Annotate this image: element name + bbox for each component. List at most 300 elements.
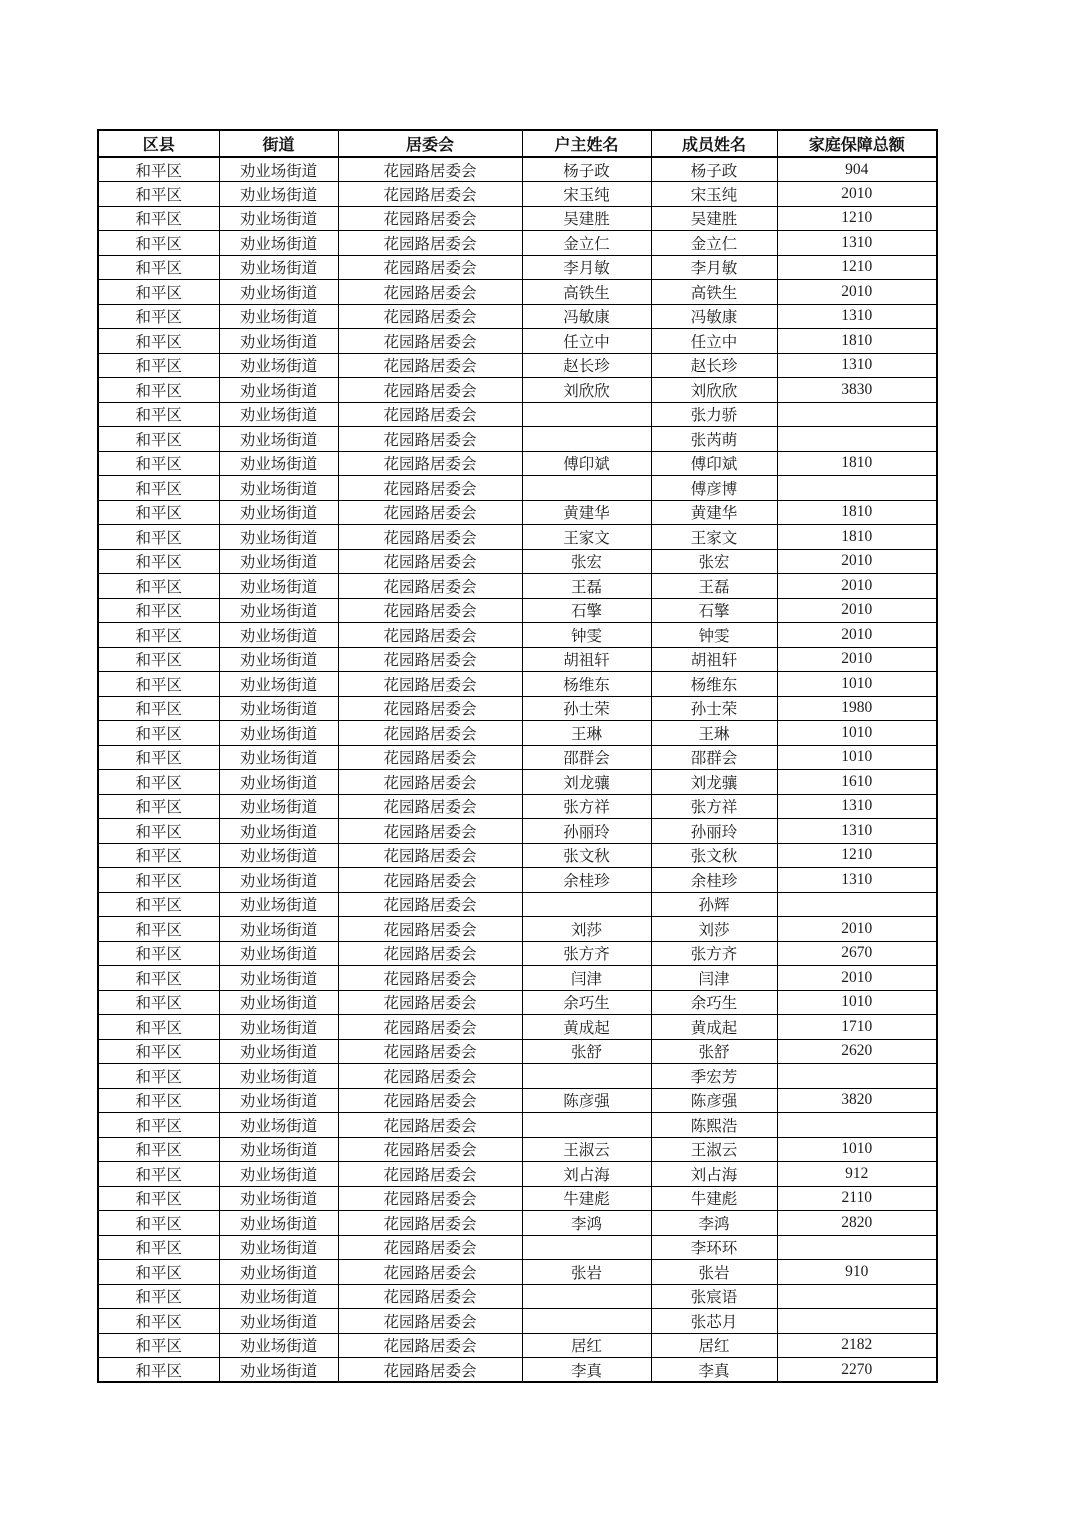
table-row	[98, 892, 937, 917]
cell-district: 和平区	[98, 1015, 219, 1040]
cell-street: 劝业场街道	[219, 353, 338, 378]
cell-head: 傅印斌	[522, 451, 651, 476]
cell-street: 劝业场街道	[219, 598, 338, 623]
cell-street: 劝业场街道	[219, 868, 338, 893]
cell-district: 和平区	[98, 182, 219, 207]
table-row	[98, 304, 937, 329]
cell-amount: 2010	[777, 598, 937, 623]
table-row	[98, 843, 937, 868]
cell-committee: 花园路居委会	[338, 868, 522, 893]
table-row	[98, 623, 937, 648]
cell-amount: 2182	[777, 1333, 937, 1358]
cell-head: 李真	[522, 1358, 651, 1383]
cell-street: 劝业场街道	[219, 1284, 338, 1309]
cell-head: 刘欣欣	[522, 378, 651, 403]
table-row	[98, 280, 937, 305]
cell-head: 李鸿	[522, 1211, 651, 1236]
cell-amount	[777, 1309, 937, 1334]
cell-street: 劝业场街道	[219, 1039, 338, 1064]
cell-street: 劝业场街道	[219, 770, 338, 795]
cell-street: 劝业场街道	[219, 819, 338, 844]
cell-street: 劝业场街道	[219, 1211, 338, 1236]
cell-head: 宋玉纯	[522, 182, 651, 207]
cell-amount: 2010	[777, 647, 937, 672]
table-row	[98, 819, 937, 844]
cell-member: 季宏芳	[651, 1064, 777, 1089]
table-row	[98, 917, 937, 942]
table-row	[98, 941, 937, 966]
cell-street: 劝业场街道	[219, 647, 338, 672]
cell-member: 刘莎	[651, 917, 777, 942]
cell-member: 张方祥	[651, 794, 777, 819]
cell-street: 劝业场街道	[219, 549, 338, 574]
cell-district: 和平区	[98, 868, 219, 893]
table-row	[98, 353, 937, 378]
table-body	[98, 157, 937, 1382]
cell-committee: 花园路居委会	[338, 329, 522, 354]
cell-amount	[777, 476, 937, 501]
cell-member: 闫津	[651, 966, 777, 991]
cell-member: 傅印斌	[651, 451, 777, 476]
cell-committee: 花园路居委会	[338, 843, 522, 868]
column-header-amount: 家庭保障总额	[777, 130, 937, 157]
table-header	[98, 130, 937, 157]
cell-amount: 1810	[777, 329, 937, 354]
cell-head: 孙丽玲	[522, 819, 651, 844]
cell-member: 孙辉	[651, 892, 777, 917]
cell-district: 和平区	[98, 770, 219, 795]
cell-head: 刘莎	[522, 917, 651, 942]
cell-amount: 912	[777, 1162, 937, 1187]
cell-district: 和平区	[98, 1137, 219, 1162]
cell-committee: 花园路居委会	[338, 280, 522, 305]
cell-street: 劝业场街道	[219, 1088, 338, 1113]
table-row	[98, 549, 937, 574]
cell-street: 劝业场街道	[219, 451, 338, 476]
cell-member: 王琳	[651, 721, 777, 746]
cell-committee: 花园路居委会	[338, 500, 522, 525]
cell-committee: 花园路居委会	[338, 476, 522, 501]
cell-street: 劝业场街道	[219, 255, 338, 280]
cell-district: 和平区	[98, 966, 219, 991]
column-header-committee: 居委会	[338, 130, 522, 157]
cell-committee: 花园路居委会	[338, 231, 522, 256]
cell-committee: 花园路居委会	[338, 647, 522, 672]
table-row	[98, 794, 937, 819]
cell-member: 冯敏康	[651, 304, 777, 329]
cell-street: 劝业场街道	[219, 1137, 338, 1162]
cell-member: 余巧生	[651, 990, 777, 1015]
cell-district: 和平区	[98, 1211, 219, 1236]
cell-district: 和平区	[98, 1088, 219, 1113]
cell-district: 和平区	[98, 329, 219, 354]
cell-member: 王淑云	[651, 1137, 777, 1162]
cell-amount: 1010	[777, 990, 937, 1015]
cell-district: 和平区	[98, 353, 219, 378]
table-row	[98, 1015, 937, 1040]
cell-member: 张芮萌	[651, 427, 777, 452]
cell-head: 刘占海	[522, 1162, 651, 1187]
table-row	[98, 990, 937, 1015]
cell-amount	[777, 402, 937, 427]
cell-member: 张宸语	[651, 1284, 777, 1309]
cell-amount: 1810	[777, 500, 937, 525]
cell-district: 和平区	[98, 1260, 219, 1285]
cell-committee: 花园路居委会	[338, 1284, 522, 1309]
cell-amount: 1010	[777, 672, 937, 697]
cell-head: 张方齐	[522, 941, 651, 966]
cell-amount: 2010	[777, 280, 937, 305]
cell-street: 劝业场街道	[219, 378, 338, 403]
cell-head: 王琳	[522, 721, 651, 746]
cell-head	[522, 402, 651, 427]
table-row	[98, 182, 937, 207]
cell-head	[522, 892, 651, 917]
cell-district: 和平区	[98, 696, 219, 721]
cell-head: 张舒	[522, 1039, 651, 1064]
cell-amount: 2670	[777, 941, 937, 966]
cell-member: 孙丽玲	[651, 819, 777, 844]
table-row	[98, 745, 937, 770]
cell-head: 王家文	[522, 525, 651, 550]
cell-committee: 花园路居委会	[338, 598, 522, 623]
cell-district: 和平区	[98, 402, 219, 427]
cell-street: 劝业场街道	[219, 1113, 338, 1138]
cell-amount: 2010	[777, 574, 937, 599]
cell-head: 杨子政	[522, 157, 651, 182]
cell-head: 石擎	[522, 598, 651, 623]
table-row	[98, 1358, 937, 1383]
cell-committee: 花园路居委会	[338, 574, 522, 599]
table-row	[98, 647, 937, 672]
cell-amount: 1310	[777, 353, 937, 378]
cell-street: 劝业场街道	[219, 402, 338, 427]
cell-street: 劝业场街道	[219, 1235, 338, 1260]
cell-committee: 花园路居委会	[338, 917, 522, 942]
cell-head: 李月敏	[522, 255, 651, 280]
cell-member: 李鸿	[651, 1211, 777, 1236]
cell-committee: 花园路居委会	[338, 1333, 522, 1358]
table-row	[98, 1039, 937, 1064]
cell-district: 和平区	[98, 500, 219, 525]
cell-district: 和平区	[98, 549, 219, 574]
cell-amount: 2010	[777, 182, 937, 207]
cell-committee: 花园路居委会	[338, 304, 522, 329]
cell-district: 和平区	[98, 1064, 219, 1089]
cell-committee: 花园路居委会	[338, 549, 522, 574]
table-row	[98, 476, 937, 501]
cell-head: 黄成起	[522, 1015, 651, 1040]
table-row	[98, 1186, 937, 1211]
cell-member: 李月敏	[651, 255, 777, 280]
cell-head	[522, 1235, 651, 1260]
benefits-table	[97, 129, 938, 1383]
cell-committee: 花园路居委会	[338, 402, 522, 427]
cell-street: 劝业场街道	[219, 843, 338, 868]
table-row	[98, 770, 937, 795]
cell-district: 和平区	[98, 917, 219, 942]
cell-head: 闫津	[522, 966, 651, 991]
cell-member: 杨维东	[651, 672, 777, 697]
cell-committee: 花园路居委会	[338, 1211, 522, 1236]
cell-amount: 2270	[777, 1358, 937, 1383]
table-row	[98, 1284, 937, 1309]
cell-head: 邵群会	[522, 745, 651, 770]
cell-committee: 花园路居委会	[338, 819, 522, 844]
cell-amount: 1310	[777, 304, 937, 329]
cell-committee: 花园路居委会	[338, 721, 522, 746]
cell-member: 赵长珍	[651, 353, 777, 378]
cell-amount: 1010	[777, 1137, 937, 1162]
table-row	[98, 231, 937, 256]
cell-committee: 花园路居委会	[338, 182, 522, 207]
cell-member: 钟雯	[651, 623, 777, 648]
cell-committee: 花园路居委会	[338, 1162, 522, 1187]
cell-committee: 花园路居委会	[338, 941, 522, 966]
cell-amount: 2010	[777, 917, 937, 942]
cell-amount: 1310	[777, 868, 937, 893]
cell-district: 和平区	[98, 1039, 219, 1064]
cell-street: 劝业场街道	[219, 1260, 338, 1285]
table-row	[98, 1113, 937, 1138]
table-row	[98, 966, 937, 991]
table-row	[98, 157, 937, 182]
cell-committee: 花园路居委会	[338, 378, 522, 403]
cell-member: 宋玉纯	[651, 182, 777, 207]
cell-street: 劝业场街道	[219, 304, 338, 329]
cell-district: 和平区	[98, 794, 219, 819]
cell-street: 劝业场街道	[219, 1358, 338, 1383]
cell-member: 黄成起	[651, 1015, 777, 1040]
cell-member: 吴建胜	[651, 206, 777, 231]
cell-head: 钟雯	[522, 623, 651, 648]
cell-street: 劝业场街道	[219, 623, 338, 648]
cell-committee: 花园路居委会	[338, 427, 522, 452]
cell-street: 劝业场街道	[219, 1162, 338, 1187]
cell-street: 劝业场街道	[219, 1333, 338, 1358]
cell-member: 胡祖轩	[651, 647, 777, 672]
cell-amount: 1810	[777, 451, 937, 476]
cell-member: 张芯月	[651, 1309, 777, 1334]
table-row	[98, 500, 937, 525]
column-header-member: 成员姓名	[651, 130, 777, 157]
cell-head: 冯敏康	[522, 304, 651, 329]
table-row	[98, 1137, 937, 1162]
cell-committee: 花园路居委会	[338, 525, 522, 550]
cell-member: 李环环	[651, 1235, 777, 1260]
cell-amount	[777, 1235, 937, 1260]
cell-street: 劝业场街道	[219, 892, 338, 917]
cell-amount: 1980	[777, 696, 937, 721]
table-row	[98, 378, 937, 403]
table-row	[98, 525, 937, 550]
cell-head: 孙士荣	[522, 696, 651, 721]
cell-committee: 花园路居委会	[338, 451, 522, 476]
cell-committee: 花园路居委会	[338, 1309, 522, 1334]
cell-head: 任立中	[522, 329, 651, 354]
cell-committee: 花园路居委会	[338, 794, 522, 819]
cell-amount: 2620	[777, 1039, 937, 1064]
table-row	[98, 672, 937, 697]
table-row	[98, 1162, 937, 1187]
cell-district: 和平区	[98, 574, 219, 599]
cell-street: 劝业场街道	[219, 231, 338, 256]
table-row	[98, 1333, 937, 1358]
cell-amount: 3820	[777, 1088, 937, 1113]
cell-district: 和平区	[98, 941, 219, 966]
cell-committee: 花园路居委会	[338, 672, 522, 697]
cell-street: 劝业场街道	[219, 1309, 338, 1334]
cell-head: 张方祥	[522, 794, 651, 819]
cell-committee: 花园路居委会	[338, 745, 522, 770]
cell-committee: 花园路居委会	[338, 966, 522, 991]
cell-district: 和平区	[98, 1284, 219, 1309]
cell-head: 金立仁	[522, 231, 651, 256]
cell-amount	[777, 1064, 937, 1089]
cell-district: 和平区	[98, 255, 219, 280]
cell-street: 劝业场街道	[219, 721, 338, 746]
cell-street: 劝业场街道	[219, 476, 338, 501]
cell-head: 张宏	[522, 549, 651, 574]
cell-head	[522, 427, 651, 452]
cell-street: 劝业场街道	[219, 990, 338, 1015]
cell-member: 黄建华	[651, 500, 777, 525]
cell-head: 张岩	[522, 1260, 651, 1285]
cell-district: 和平区	[98, 990, 219, 1015]
cell-head: 王磊	[522, 574, 651, 599]
cell-member: 刘龙骧	[651, 770, 777, 795]
cell-member: 王磊	[651, 574, 777, 599]
cell-committee: 花园路居委会	[338, 1235, 522, 1260]
cell-district: 和平区	[98, 157, 219, 182]
cell-district: 和平区	[98, 525, 219, 550]
cell-street: 劝业场街道	[219, 182, 338, 207]
cell-head: 陈彦强	[522, 1088, 651, 1113]
cell-district: 和平区	[98, 1333, 219, 1358]
table-row	[98, 696, 937, 721]
cell-committee: 花园路居委会	[338, 353, 522, 378]
cell-amount: 2110	[777, 1186, 937, 1211]
cell-committee: 花园路居委会	[338, 1088, 522, 1113]
cell-head: 王淑云	[522, 1137, 651, 1162]
cell-district: 和平区	[98, 647, 219, 672]
cell-committee: 花园路居委会	[338, 206, 522, 231]
column-header-street: 街道	[219, 130, 338, 157]
cell-committee: 花园路居委会	[338, 1015, 522, 1040]
cell-committee: 花园路居委会	[338, 623, 522, 648]
cell-member: 刘欣欣	[651, 378, 777, 403]
cell-street: 劝业场街道	[219, 574, 338, 599]
cell-member: 余桂珍	[651, 868, 777, 893]
cell-committee: 花园路居委会	[338, 1039, 522, 1064]
table-row	[98, 329, 937, 354]
cell-committee: 花园路居委会	[338, 1358, 522, 1383]
cell-head: 张文秋	[522, 843, 651, 868]
cell-head: 杨维东	[522, 672, 651, 697]
cell-member: 傅彦博	[651, 476, 777, 501]
cell-head: 吴建胜	[522, 206, 651, 231]
cell-district: 和平区	[98, 1309, 219, 1334]
table-row	[98, 1211, 937, 1236]
cell-member: 牛建彪	[651, 1186, 777, 1211]
cell-street: 劝业场街道	[219, 280, 338, 305]
cell-amount: 1310	[777, 819, 937, 844]
cell-district: 和平区	[98, 1235, 219, 1260]
cell-head	[522, 476, 651, 501]
cell-district: 和平区	[98, 892, 219, 917]
cell-amount: 1710	[777, 1015, 937, 1040]
cell-member: 陈熙浩	[651, 1113, 777, 1138]
cell-district: 和平区	[98, 1162, 219, 1187]
table-row	[98, 574, 937, 599]
cell-member: 李真	[651, 1358, 777, 1383]
cell-amount	[777, 892, 937, 917]
cell-district: 和平区	[98, 206, 219, 231]
table-row	[98, 1235, 937, 1260]
cell-member: 任立中	[651, 329, 777, 354]
table-row	[98, 868, 937, 893]
cell-head: 居红	[522, 1333, 651, 1358]
table-row	[98, 721, 937, 746]
cell-street: 劝业场街道	[219, 1064, 338, 1089]
cell-amount: 2820	[777, 1211, 937, 1236]
cell-amount: 2010	[777, 623, 937, 648]
cell-district: 和平区	[98, 378, 219, 403]
cell-amount	[777, 1113, 937, 1138]
cell-district: 和平区	[98, 1358, 219, 1383]
cell-amount: 1010	[777, 745, 937, 770]
cell-amount: 1310	[777, 231, 937, 256]
cell-street: 劝业场街道	[219, 329, 338, 354]
cell-committee: 花园路居委会	[338, 990, 522, 1015]
cell-committee: 花园路居委会	[338, 1064, 522, 1089]
cell-committee: 花园路居委会	[338, 255, 522, 280]
column-header-head: 户主姓名	[522, 130, 651, 157]
table-row	[98, 1309, 937, 1334]
cell-district: 和平区	[98, 1113, 219, 1138]
cell-district: 和平区	[98, 427, 219, 452]
cell-district: 和平区	[98, 280, 219, 305]
cell-street: 劝业场街道	[219, 794, 338, 819]
cell-amount: 910	[777, 1260, 937, 1285]
column-header-district: 区县	[98, 130, 219, 157]
cell-member: 张方齐	[651, 941, 777, 966]
cell-member: 张文秋	[651, 843, 777, 868]
table-row	[98, 1260, 937, 1285]
cell-committee: 花园路居委会	[338, 770, 522, 795]
cell-member: 金立仁	[651, 231, 777, 256]
cell-committee: 花园路居委会	[338, 1186, 522, 1211]
cell-street: 劝业场街道	[219, 672, 338, 697]
cell-amount: 1210	[777, 206, 937, 231]
cell-head: 余巧生	[522, 990, 651, 1015]
table-row	[98, 1088, 937, 1113]
cell-head	[522, 1309, 651, 1334]
cell-member: 王家文	[651, 525, 777, 550]
table-row	[98, 1064, 937, 1089]
cell-committee: 花园路居委会	[338, 157, 522, 182]
cell-committee: 花园路居委会	[338, 1260, 522, 1285]
cell-member: 高铁生	[651, 280, 777, 305]
cell-street: 劝业场街道	[219, 917, 338, 942]
cell-street: 劝业场街道	[219, 500, 338, 525]
header-row	[98, 130, 937, 157]
cell-amount: 3830	[777, 378, 937, 403]
cell-district: 和平区	[98, 745, 219, 770]
cell-member: 陈彦强	[651, 1088, 777, 1113]
table-row	[98, 206, 937, 231]
cell-head: 余桂珍	[522, 868, 651, 893]
